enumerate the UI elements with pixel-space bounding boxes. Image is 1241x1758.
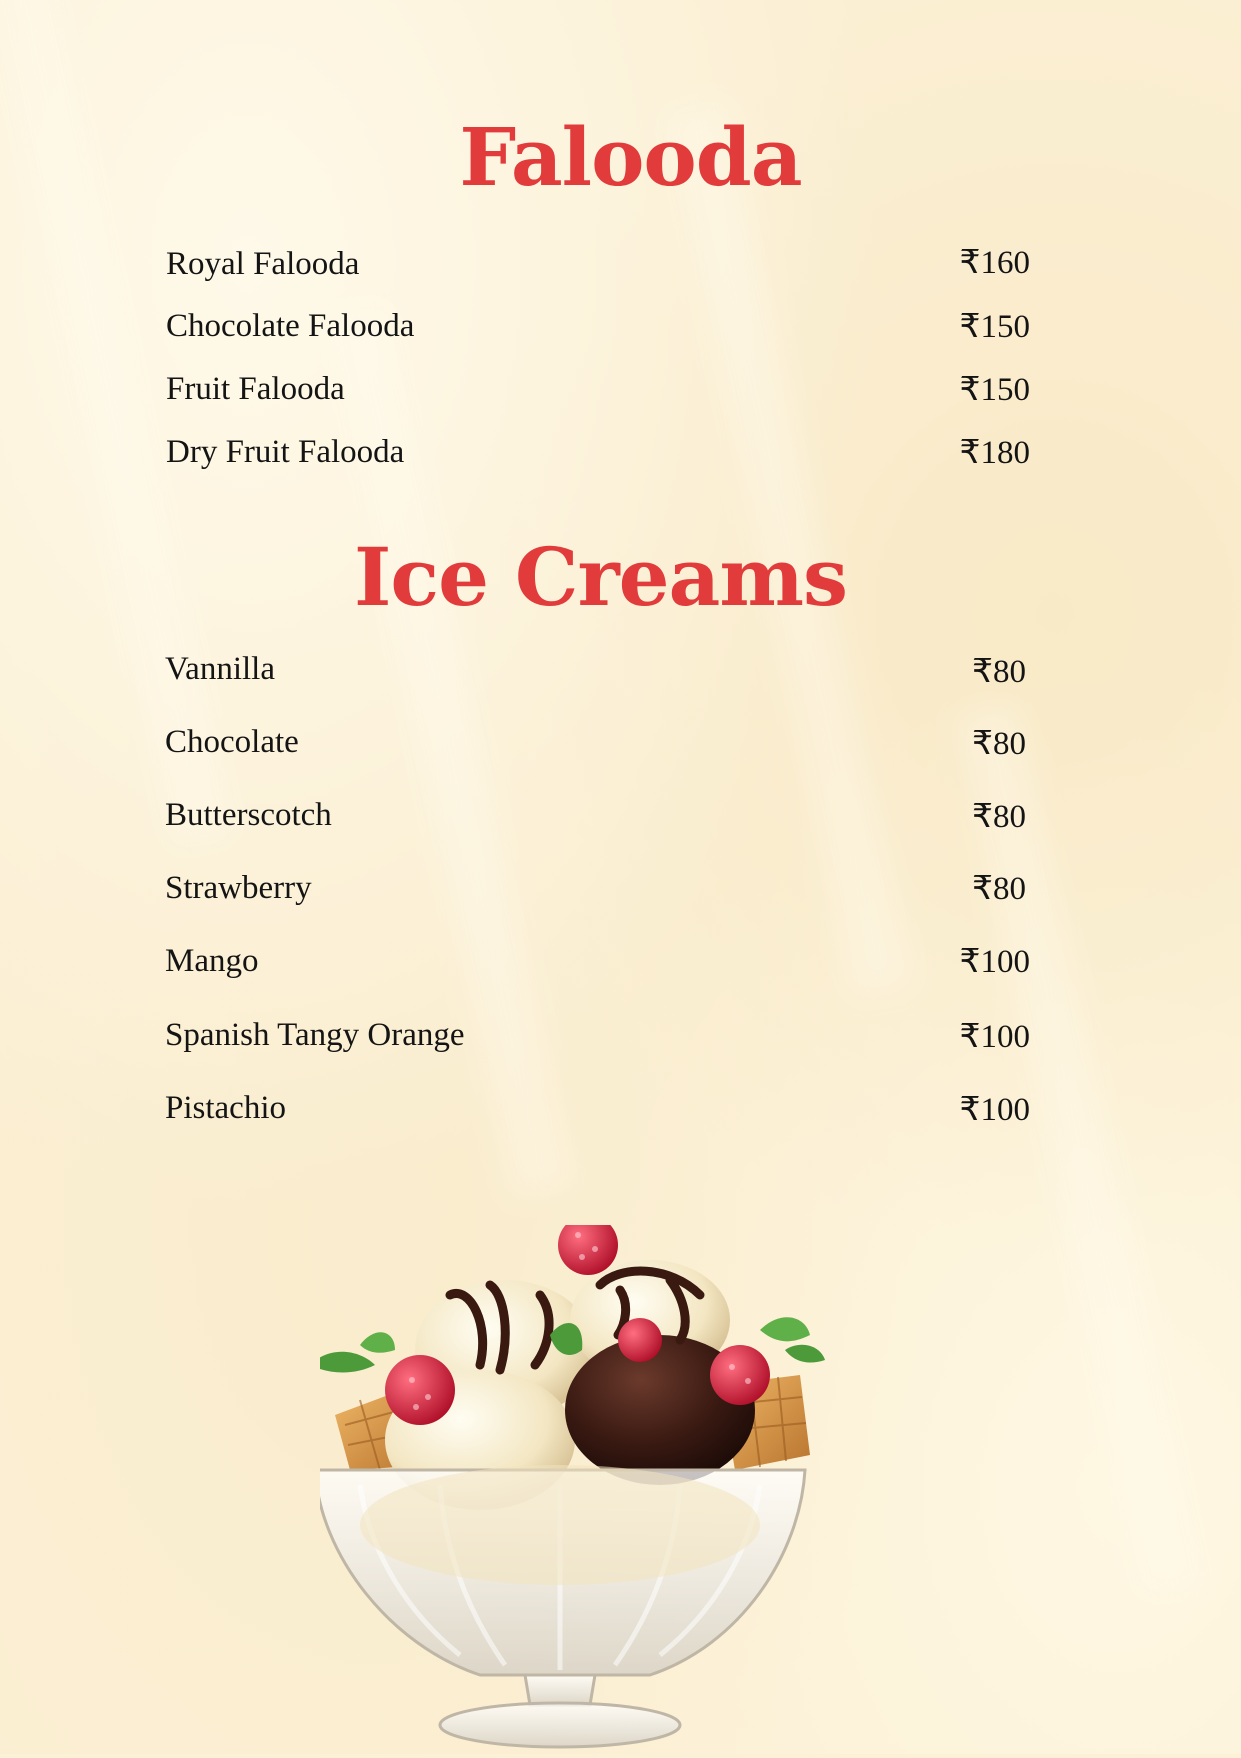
item-price: ₹150 — [959, 309, 1030, 345]
item-price: ₹180 — [959, 435, 1030, 471]
item-name: Chocolate Falooda — [166, 308, 415, 344]
ice-creams-title: Ice Creams — [353, 530, 848, 624]
item-name: Pistachio — [165, 1090, 286, 1126]
item-name: Mango — [165, 943, 259, 979]
item-name: Vannilla — [165, 651, 275, 687]
item-price: ₹100 — [959, 1019, 1030, 1055]
item-price: ₹80 — [972, 871, 1026, 907]
item-price: ₹100 — [959, 944, 1030, 980]
falooda-title: Falooda — [459, 110, 802, 204]
ice-cream-sundae-icon — [320, 1225, 920, 1754]
item-name: Dry Fruit Falooda — [166, 434, 405, 470]
item-name: Chocolate — [165, 724, 299, 760]
item-price: ₹80 — [972, 654, 1026, 690]
item-price: ₹150 — [959, 372, 1030, 408]
item-name: Butterscotch — [165, 797, 332, 833]
item-name: Royal Falooda — [166, 246, 360, 282]
item-price: ₹80 — [972, 799, 1026, 835]
item-name: Fruit Falooda — [166, 371, 345, 407]
item-price: ₹80 — [972, 726, 1026, 762]
item-price: ₹160 — [959, 245, 1030, 281]
item-price: ₹100 — [959, 1092, 1030, 1128]
item-name: Spanish Tangy Orange — [165, 1017, 465, 1053]
item-name: Strawberry — [165, 870, 312, 906]
